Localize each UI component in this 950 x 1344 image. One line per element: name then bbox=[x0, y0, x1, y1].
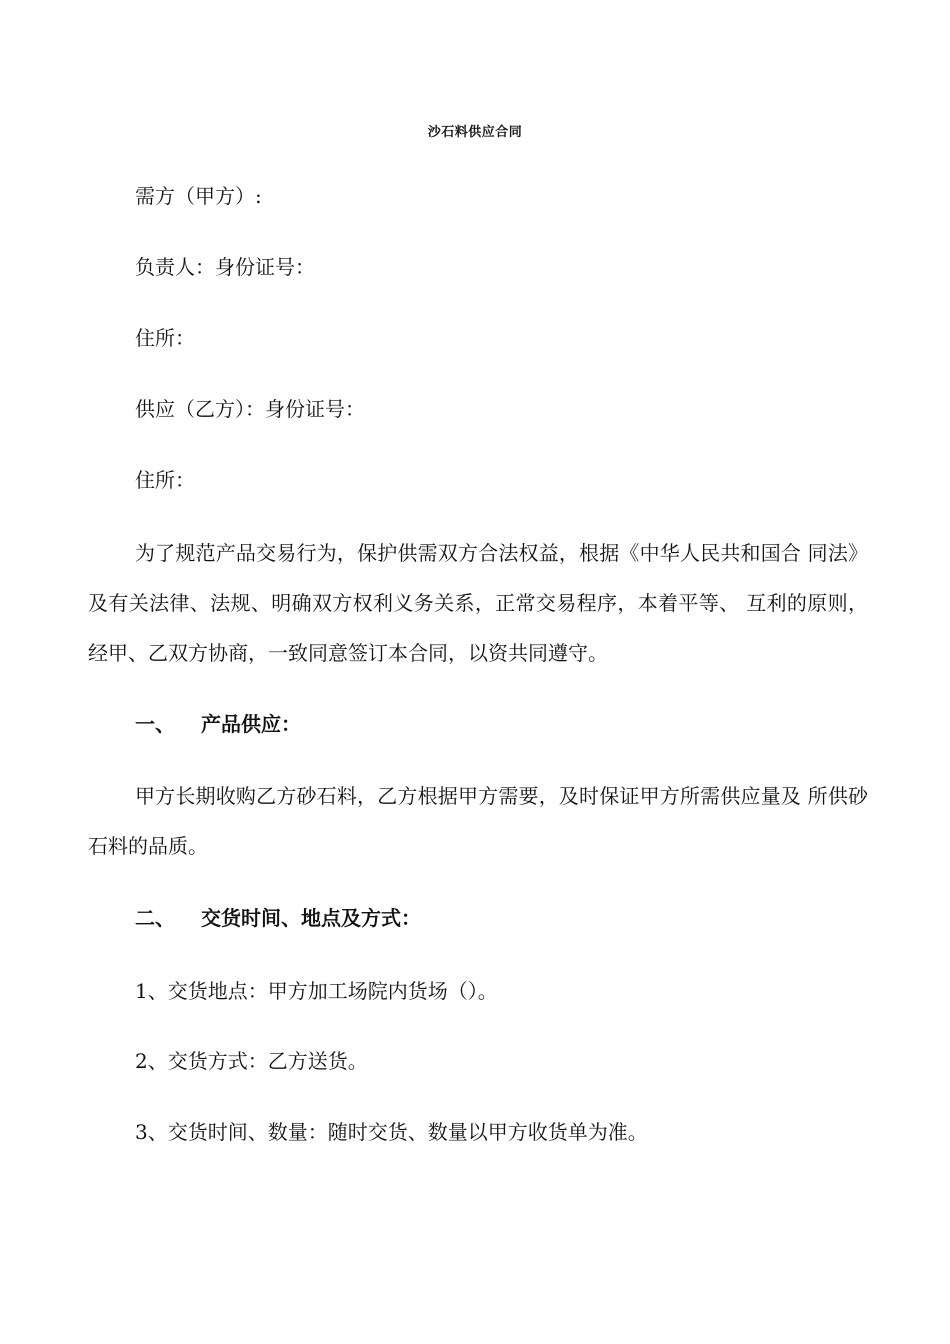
party-b-address-line: 住所： bbox=[135, 468, 195, 492]
section-1-heading bbox=[135, 710, 301, 738]
party-b-line: 供应（乙方）：身份证号： bbox=[135, 397, 365, 421]
delivery-time-item: 3、交货时间、数量：随时交货、数量以甲方收货单为准。 bbox=[135, 1120, 648, 1144]
section-2-title: 交货时间、地点及方式： bbox=[201, 906, 421, 930]
party-a-address-line: 住所： bbox=[135, 326, 195, 350]
delivery-location-item: 1、交货地点：甲方加工场院内货场（）。 bbox=[135, 979, 498, 1003]
section-2-number: 二、 bbox=[135, 906, 175, 930]
section-1-number: 一、 bbox=[135, 712, 175, 736]
responsible-person-line: 负责人：身份证号： bbox=[135, 255, 315, 279]
section-1-body: 甲方长期收购乙方砂石料，乙方根据甲方需要，及时保证甲方所需供应量及 所供砂石料的品质。 bbox=[88, 784, 868, 858]
section-1-title: 产品供应： bbox=[201, 712, 301, 736]
preamble-paragraph: 为了规范产品交易行为，保护供需双方合法权益，根据《中华人民共和国合 同法》及有关法律、法规、明确双方权利义务关系，正常交易程序，本着平等、 互利的原则，经甲、乙双方协商，一致同意签订本合同，以资共同遵守。 bbox=[88, 541, 868, 665]
delivery-method-item: 2、交货方式：乙方送货。 bbox=[135, 1049, 368, 1073]
section-2-heading bbox=[135, 904, 421, 932]
party-a-line: 需方（甲方）: bbox=[135, 184, 262, 208]
document-title: 沙石料供应合同 bbox=[427, 125, 523, 140]
